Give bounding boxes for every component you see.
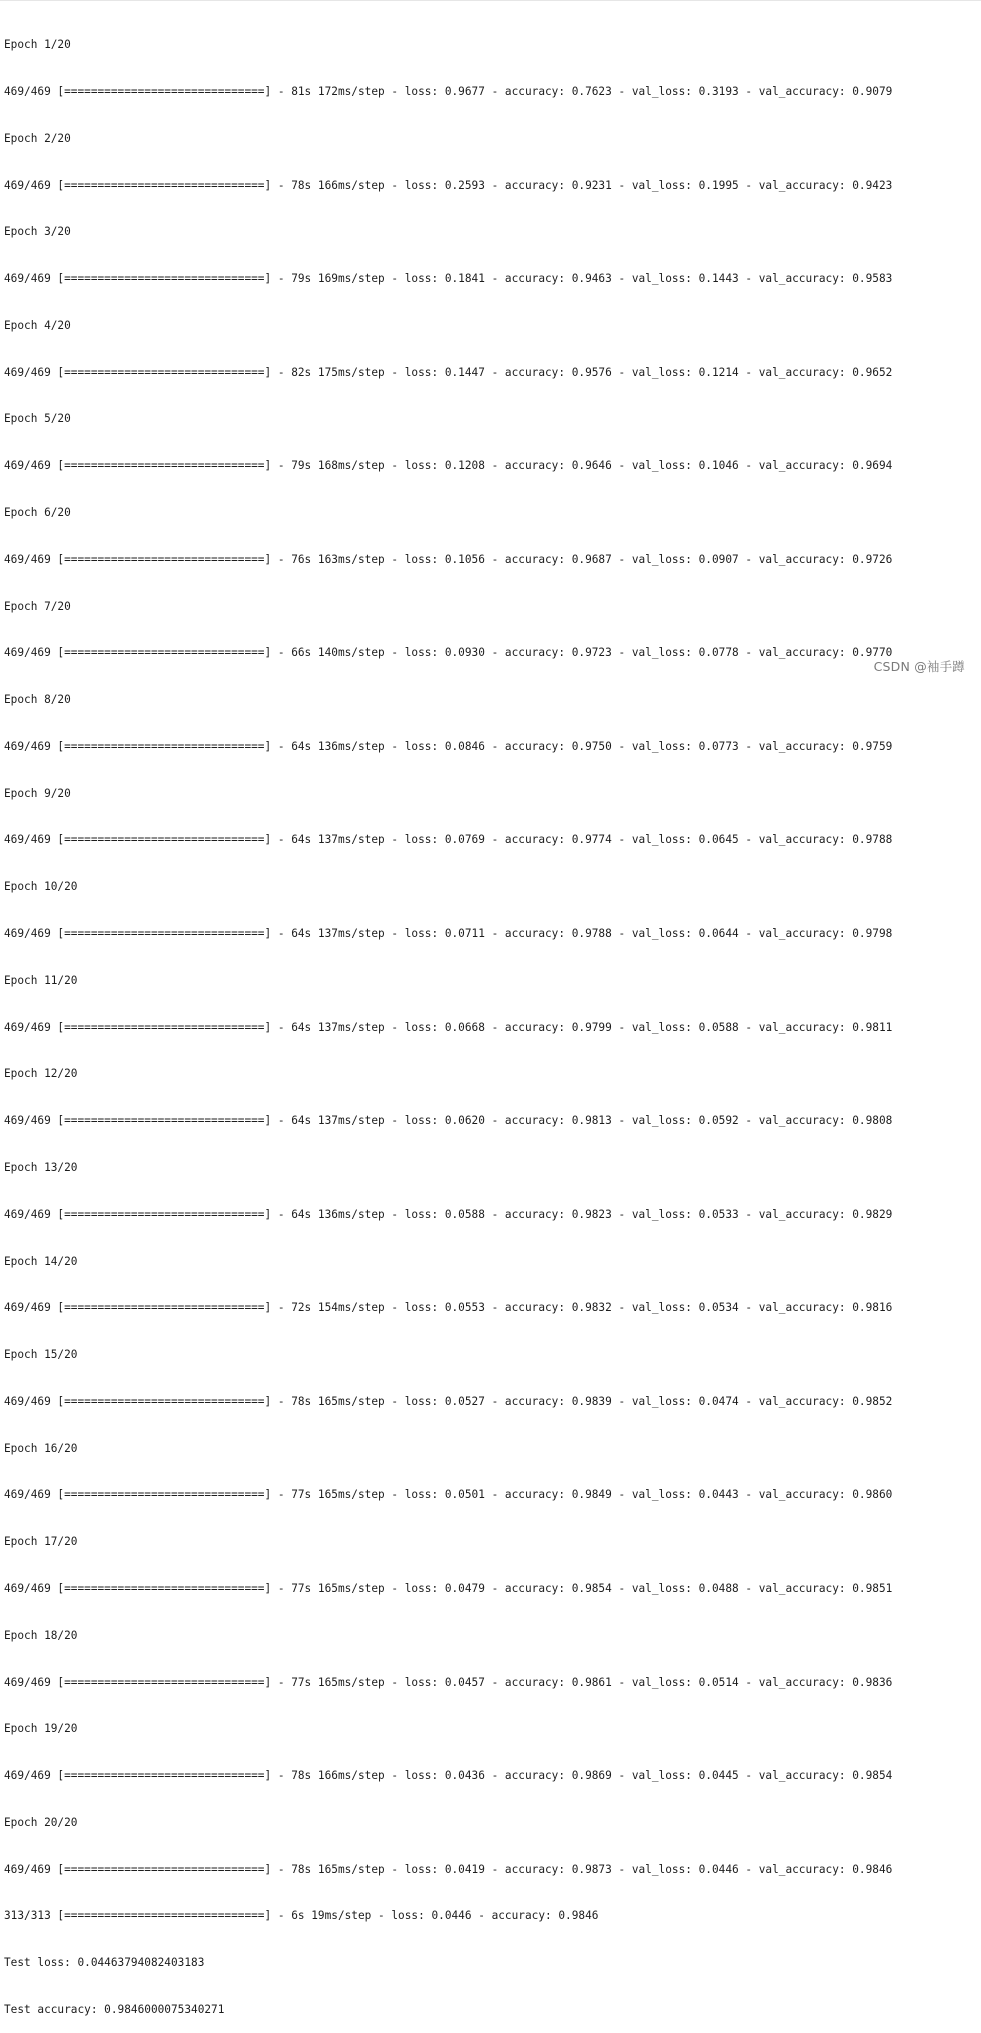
output-line: 469/469 [==============================] - 81s 172ms/step - loss: 0.9677 - accuracy: 0.7623 - val_loss: 0.3193 - val_accuracy: 0.9079	[4, 84, 893, 98]
output-line: 469/469 [==============================] - 64s 137ms/step - loss: 0.0769 - accuracy: 0.9774 - val_loss: 0.0645 - val_accuracy: 0.9788	[4, 833, 893, 847]
output-line: 469/469 [==============================] - 64s 137ms/step - loss: 0.0620 - accuracy: 0.9813 - val_loss: 0.0592 - val_accuracy: 0.9808	[4, 1114, 893, 1128]
output-line: Epoch 10/20	[4, 880, 78, 894]
output-line: 469/469 [==============================] - 64s 137ms/step - loss: 0.0711 - accuracy: 0.9788 - val_loss: 0.0644 - val_accuracy: 0.9798	[4, 927, 893, 941]
output-line: Epoch 15/20	[4, 1348, 78, 1362]
output-line: 469/469 [==============================] - 64s 137ms/step - loss: 0.0668 - accuracy: 0.9799 - val_loss: 0.0588 - val_accuracy: 0.9811	[4, 1020, 893, 1034]
output-line: Epoch 14/20	[4, 1254, 78, 1268]
output-line: 469/469 [==============================] - 77s 165ms/step - loss: 0.0501 - accuracy: 0.9849 - val_loss: 0.0443 - val_accuracy: 0.9860	[4, 1488, 893, 1502]
output-line: 469/469 [==============================] - 64s 136ms/step - loss: 0.0588 - accuracy: 0.9823 - val_loss: 0.0533 - val_accuracy: 0.9829	[4, 1207, 893, 1221]
output-line: 469/469 [==============================] - 82s 175ms/step - loss: 0.1447 - accuracy: 0.9576 - val_loss: 0.1214 - val_accuracy: 0.9652	[4, 365, 893, 379]
output-line: Epoch 13/20	[4, 1160, 78, 1174]
output-line: 469/469 [==============================] - 79s 169ms/step - loss: 0.1841 - accuracy: 0.9463 - val_loss: 0.1443 - val_accuracy: 0.9583	[4, 272, 893, 286]
output-line: Epoch 16/20	[4, 1441, 78, 1455]
output-line: Epoch 1/20	[4, 38, 71, 52]
output-line: Epoch 6/20	[4, 506, 71, 519]
output-line: Epoch 19/20	[4, 1722, 78, 1736]
output-line: Epoch 11/20	[4, 973, 78, 987]
output-line: Test accuracy: 0.9846000075340271	[4, 2003, 225, 2016]
output-line: 469/469 [==============================] - 78s 166ms/step - loss: 0.2593 - accuracy: 0.9231 - val_loss: 0.1995 - val_accuracy: 0.9423	[4, 178, 893, 192]
output-line: Epoch 8/20	[4, 693, 71, 707]
csdn-watermark: CSDN @袖手蹲	[873, 659, 965, 674]
output-line: Epoch 5/20	[4, 412, 71, 426]
output-line: 469/469 [==============================] - 72s 154ms/step - loss: 0.0553 - accuracy: 0.9832 - val_loss: 0.0534 - val_accuracy: 0.9816	[4, 1301, 893, 1315]
output-line: Epoch 4/20	[4, 318, 71, 332]
output-line: Epoch 9/20	[4, 786, 71, 800]
output-line: 469/469 [==============================] - 78s 165ms/step - loss: 0.0527 - accuracy: 0.9839 - val_loss: 0.0474 - val_accuracy: 0.9852	[4, 1394, 893, 1408]
output-line: Epoch 3/20	[4, 225, 71, 239]
output-line: 469/469 [==============================] - 64s 136ms/step - loss: 0.0846 - accuracy: 0.9750 - val_loss: 0.0773 - val_accuracy: 0.9759	[4, 739, 893, 753]
output-line: Epoch 2/20	[4, 131, 71, 145]
output-line: 469/469 [==============================] - 77s 165ms/step - loss: 0.0479 - accuracy: 0.9854 - val_loss: 0.0488 - val_accuracy: 0.9851	[4, 1581, 893, 1595]
output-line: 469/469 [==============================] - 78s 165ms/step - loss: 0.0419 - accuracy: 0.9873 - val_loss: 0.0446 - val_accuracy: 0.9846	[4, 1862, 893, 1876]
output-line: Epoch 20/20	[4, 1815, 78, 1829]
output-line: 469/469 [==============================] - 76s 163ms/step - loss: 0.1056 - accuracy: 0.9687 - val_loss: 0.0907 - val_accuracy: 0.9726	[4, 552, 893, 566]
output-line: Epoch 12/20	[4, 1067, 78, 1081]
output-line: Epoch 7/20	[4, 599, 71, 613]
output-line: 469/469 [==============================] - 78s 166ms/step - loss: 0.0436 - accuracy: 0.9869 - val_loss: 0.0445 - val_accuracy: 0.9854	[4, 1769, 893, 1783]
output-line: Epoch 18/20	[4, 1628, 78, 1642]
output-line: Test loss: 0.04463794082403183	[4, 1956, 205, 1970]
output-line: 313/313 [==============================] - 6s 19ms/step - loss: 0.0446 - accuracy: 0.9846	[4, 1909, 599, 1923]
output-line: 469/469 [==============================] - 79s 168ms/step - loss: 0.1208 - accuracy: 0.9646 - val_loss: 0.1046 - val_accuracy: 0.9694	[4, 459, 893, 473]
output-line: 469/469 [==============================] - 77s 165ms/step - loss: 0.0457 - accuracy: 0.9861 - val_loss: 0.0514 - val_accuracy: 0.9836	[4, 1675, 893, 1689]
output-line: Epoch 17/20	[4, 1535, 78, 1549]
output-line: 469/469 [==============================] - 66s 140ms/step - loss: 0.0930 - accuracy: 0.9723 - val_loss: 0.0778 - val_accuracy: 0.9770	[4, 646, 893, 660]
